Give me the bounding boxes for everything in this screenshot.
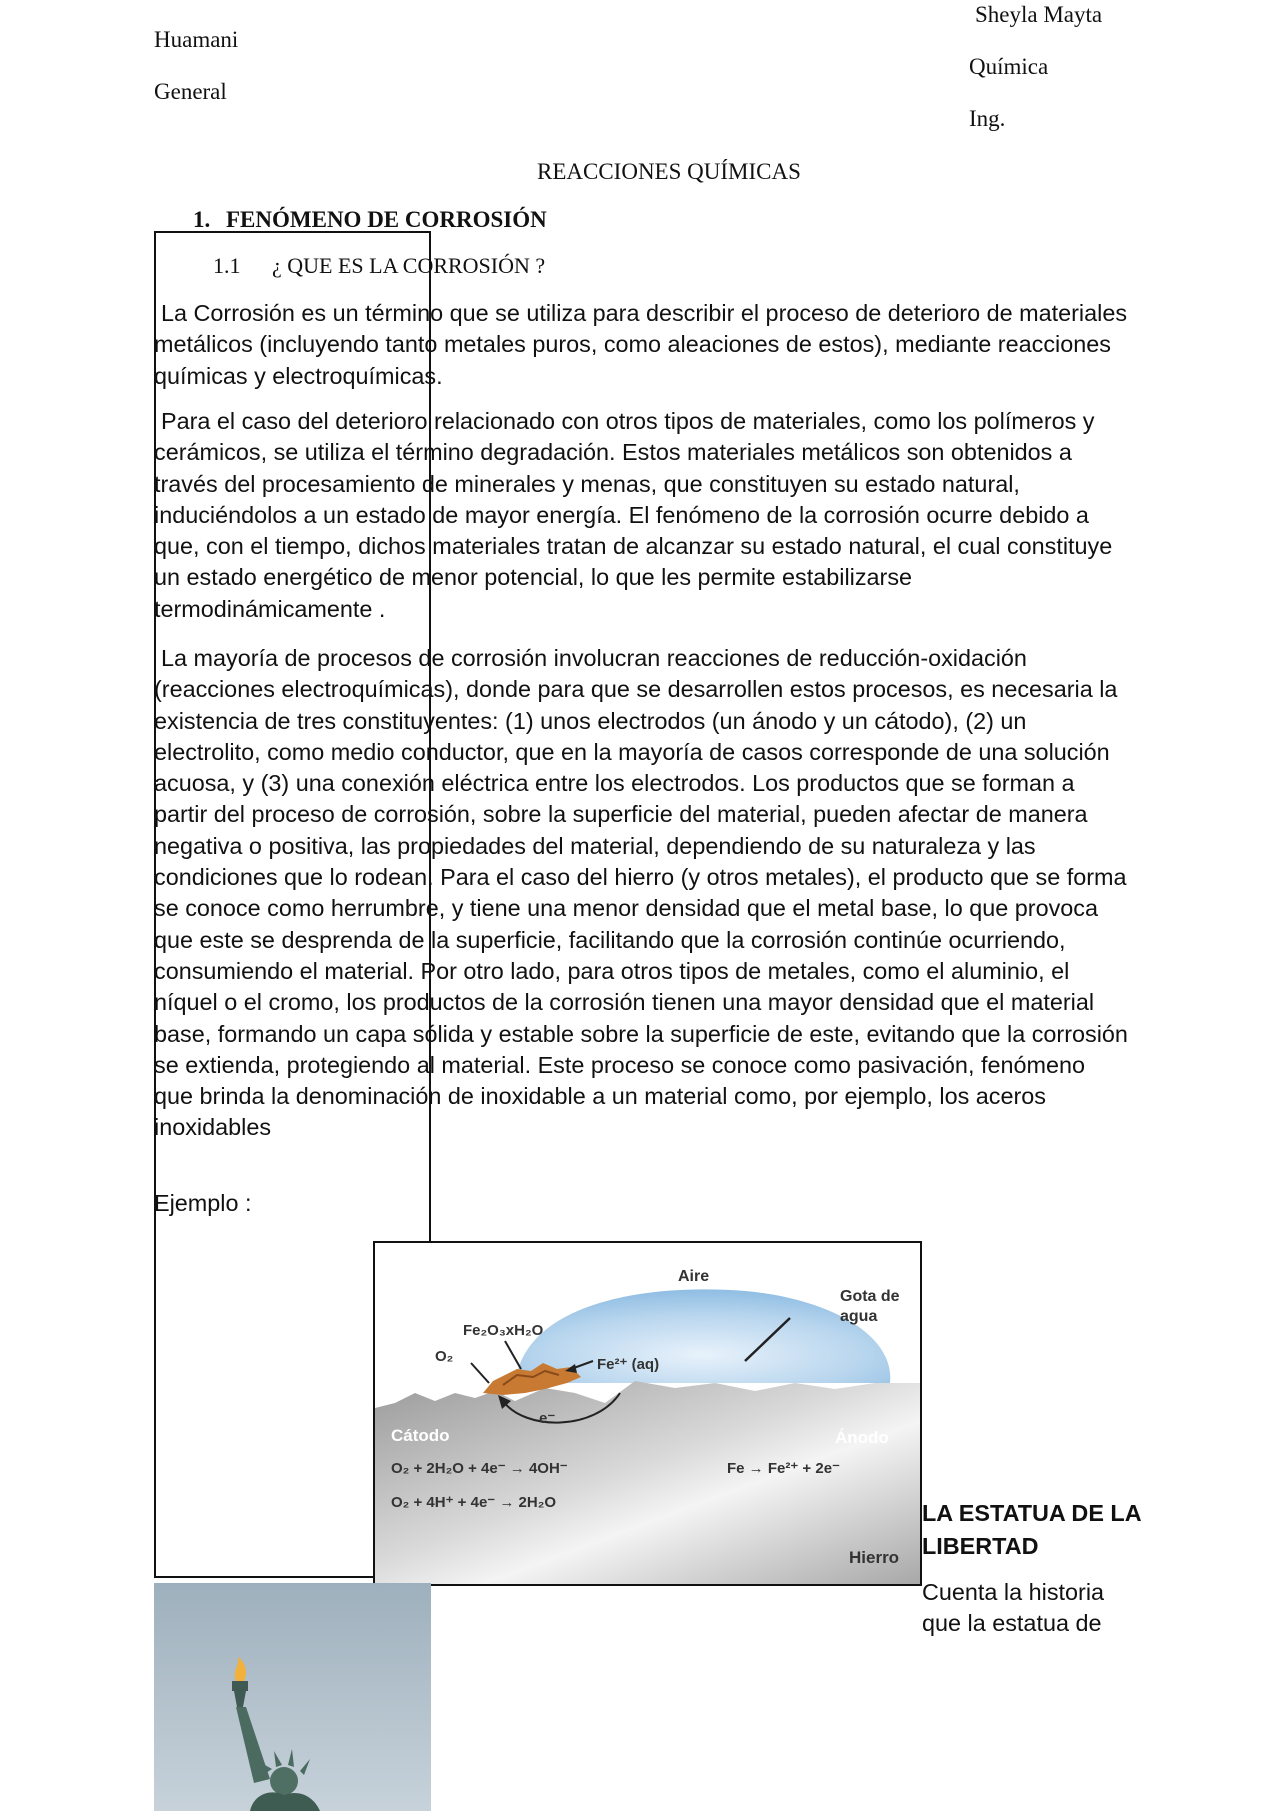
paragraph-2: Para el caso del deterioro relacionado con otros tipos de materiales, como los polímeros y cerámicos, se utiliza el término degradación. Estos materiales metálicos son obtenidos a través del procesamiento de minerales y menas, que constituyen su estado natural, induciéndolos a un estado de mayor energía. El fenómeno de la corrosión ocurre debido a que, con el tiempo, dichos materiales tratan de alcanzar su estado natural, el cual constituye un estado energético de menor potencial, lo que les permite estabilizarse termodinámicamente . [154,408,1113,622]
corrosion-diagram [373,1241,922,1586]
paragraph-3: La mayoría de procesos de corrosión involucran reacciones de reducción-oxidación (reacciones electroquímicas), donde para que se desarrollen estos procesos, es necesaria la existencia de tres constituyentes: (1) unos electrodos (un ánodo y un cátodo), (2) un electrolito, como medio conductor, que en la mayoría de casos corresponde de una solución acuosa, y (3) una conexión eléctrica entre los electrodos. Los productos que se forman a partir del proceso de corrosión, sobre la superficie del material, pueden afectar de manera negativa o positiva, las propiedades del material, dependiendo de su naturaleza y las condiciones que lo rodean. Para el caso del hierro (y otros metales), el producto que se forma se conoce como herrumbre, y tiene una menor densidad que el metal base, lo que provoca que este se desprenda de la superficie, facilitando que la corrosión continúe ocurriendo, consumiendo el material. Por otro lado, para otros tipos de metales, como el aluminio, el níquel o el cromo, los productos de la corrosión tienen una mayor densidad que el material base, formando un capa sólida y estable sobre la superficie de este, evitando que la corrosión se extienda, protegiendo al material. Este proceso se conoce como pasivación, fenómeno que brinda la denominación de inoxidable a un material como, por ejemplo, los aceros inoxidables [154,645,1128,1141]
course-line2: General [154,79,227,104]
diagram-anode-reaction: Fe → Fe²⁺ + 2e⁻ [727,1460,840,1477]
sidebar-heading: LA ESTATUA DE LA LIBERTAD [922,1500,1141,1559]
diagram-cathode-reaction-2: O₂ + 4H⁺ + 4e⁻ → 2H₂O [391,1494,557,1511]
diagram-rust-formula: Fe₂O₃xH₂O [463,1322,544,1339]
section-title: FENÓMENO DE CORROSIÓN [226,207,547,232]
section-heading [193,207,547,233]
course-line1: Química [969,54,1049,79]
author-name-line2: Huamani [154,27,239,52]
diagram-metal-label: Hierro [849,1548,900,1567]
diagram-drop-label-2: agua [840,1308,878,1325]
example-label: Ejemplo : [154,1190,252,1216]
diagram-oxygen-label: O₂ [435,1348,454,1365]
statue-of-liberty-photo [154,1583,431,1811]
diagram-cathode-label: Cátodo [391,1426,450,1445]
diagram-anode-label: Ánodo [835,1428,889,1447]
subsection-title: ¿ QUE ES LA CORROSIÓN ? [272,253,546,278]
author-name-line1: Sheyla Mayta [975,2,1103,27]
degree-label: Ing. [969,106,1006,131]
section-number: 1. [193,207,211,232]
diagram-electron-label: e⁻ [539,1410,556,1427]
diagram-cathode-reaction-1: O₂ + 2H₂O + 4e⁻ → 4OH⁻ [391,1460,568,1477]
subsection-number: 1.1 [213,253,241,278]
paragraph-1: La Corrosión es un término que se utiliza para describir el proceso de deterioro de materiales metálicos (incluyendo tanto metales puros, como aleaciones de estos), mediante reacciones químicas y electroquímicas. [154,300,1128,389]
sidebar-text: Cuenta la historia que la estatua de [922,1579,1105,1636]
document-title: REACCIONES QUÍMICAS [537,159,801,184]
diagram-air-label: Aire [678,1268,710,1285]
diagram-drop-label-1: Gota de [840,1288,900,1305]
iron-metal-shape [375,1381,920,1584]
diagram-iron-ion-label: Fe²⁺ (aq) [597,1356,660,1373]
